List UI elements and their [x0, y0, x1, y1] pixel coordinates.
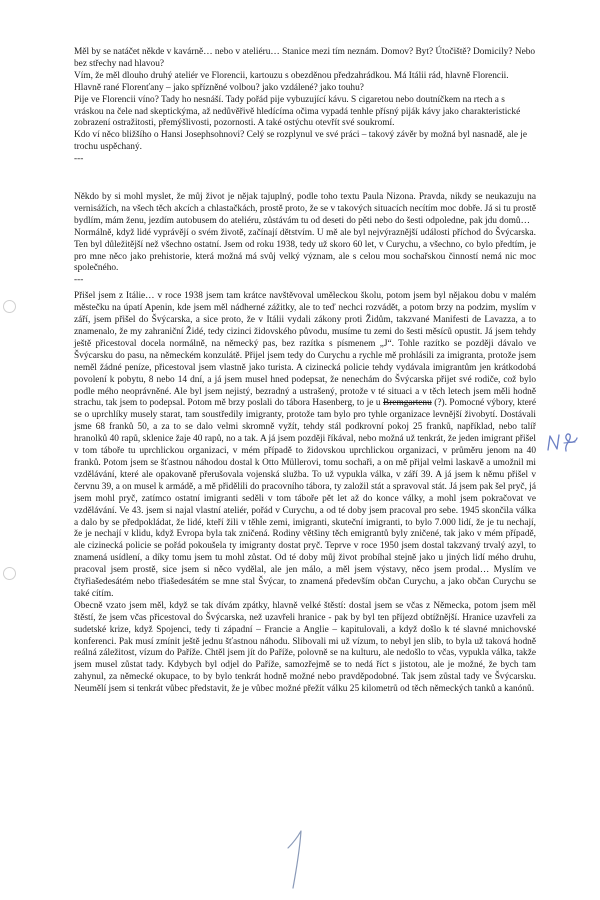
punch-hole	[3, 567, 16, 580]
handwritten-margin-note	[546, 432, 580, 454]
paragraph: Normálně, když lidé vyprávějí o svém životě, začínají dětstvím. U mě ale byl nejvýraznější události příchod do Švýcarska. Ten byl důležitější než všechno ostatní. Jsem od roku 1938, tedy už skoro 60 let, v Curychu, a všechno, co bylo předtím, je pro mne něco jako prehistorie, která možná má svůj velký význam, ale s celou mou sochařskou činností nemá nic moc společného.	[74, 227, 536, 274]
paragraph-narrative	[74, 291, 536, 601]
narrative-text: (?). Pomocné výbory, které se o uprchlíky musely starat, tam soustředily imigranty, protože tam bylo pro tyhle organizace levnější živobytí. Dostávali jsme 68 franků 50, a za to se dalo velmi skromně vyžít, tehdy stál podkrovní pokoj 25 franků, například, nebo talíř hranolků 40 rapů, sklenice žaje 40 rapů, no a tak. A já jsem později říkával, nebo možná už tenkrát, že jeden imigrant přišel v tom táboře tu uprchlickou organizaci, v mém případě to židovskou uprchlickou organizaci, v průměru jenom na 40 franků. Potom jsem se šťastnou náhodou dostal k Otto Müllerovi, tomu sochaři, a on mě přijal velmi laskavě a umožnil mi vzdělávání, které ale opakovaně přerušovala vojenská služba. To už vypukla válka, v září 39. A já jsem k němu přišel v červnu 39, a on musel k armádě, a mě přidělili do pracovního tábora, ty založil stát a spravoval stát. Já jsem pak šel pryč, já jsem mohl pryč, zatímco ostatní imigranti seděli v tom táboře pět let až do konce války, a mohl jsem pokračovat ve vzdělávání. Ve 43. jsem si najal vlastní ateliér, pořád v Curychu, a od té doby jsem pracoval pro sebe. 1945 skončila válka a dalo by se předpokládat, že lidé, kteří žili v těhle zemi, imigranti, skuteční imigranti, to bylo 7.000 lidí, že je tu nechají, že je nechají v klidu, když Evropa byla tak zničená. Rodiny většiny těch emigrantů byly zničené, tak jako v mém případě, ale cizinecká policie se pořád pokoušela ty imigranty dostat pryč. Teprve v roce 1950 jsem dostal takzvaný trvalý azyl, to znamená usídlení, a díky tomu jsem tu mohl zůstat. Od té doby můj život probíhal stejně jako u jiných lidí mého druhu, pracoval jsem prostě, sice jsem si něco vydělal, ale jen málo, a měl jsem výstavy, něco jsem prodal… Myslím ve čtyřiašedesátém nebo třiašedesátém se mne stal Švýcar, to znamená především občan Curychu, a jako občan Curychu se také cítím.	[74, 398, 536, 599]
narrative-text: Přišel jsem z Itálie… v roce 1938 jsem tam krátce navštěvoval uměleckou školu, potom jsem byl nějakou dobu v malém městečku na úpatí Apenin, kde jsem měl nádherné zážitky, ale to teď nechci rozvádět, a potom brzy na podzim, myslím v září, jsem přišel do Švýcarska, a sice proto, že v Itálii vydali zákony proti Židům, takzvané Manifesti de Lavazza, a to znamenalo, že my zahraniční Židé, tedy cizinci židovského původu, musíme tu zemi do šesti měsíců opustit. Já jsem tehdy ještě přicestoval docela normálně, na německý pas, bez razítka s písmenem „J“. Tohle razítko se později dávalo ve Švýcarsku do pasu, na německém konzulátě. Přijel jsem tedy do Curychu a rychle mě prohlásili za imigranta, protože jsem neměl žádné peníze, přicestoval jsem vlastně jako turista. A cizinecká policie tehdy vydávala imigrantům jen krátkodobá povolení k pobytu, 8 nebo 14 dní, a já jsem musel hned podepsat, že nenechám do Švýcarska přijet své rodiče, což bylo podle mého neoprávněné. Ale byl jsem nejistý, bezradný a ustrašený, protože v té situaci a v těch letech jsem měli hodně strachu, tak jsem to podepsal. Potom mě brzy poslali do tábora Hasenberg, to je u	[74, 291, 536, 409]
separator: ---	[74, 154, 84, 165]
paragraph: Někdo by si mohl myslet, že můj život je nějak tajuplný, podle toho textu Paula Nizona. Pravda, nikdy se neukazuju na vernisážích, na všech těch akcích a chlastačkách, prostě proto, že se v takových situacích necítím moc dobře. Já si tu prostě bydlím, mám ženu, jezdím autobusem do ateliéru, zůstávám tu od deseti do pěti nebo do šesti odpoledne, pak jdu domů…	[74, 192, 536, 226]
intro-line: Pije ve Florencii víno? Tady ho nesnáší. Tady pořád pije vybuzující kávu. S cigaretou nebo doutníčkem na rtech a s vráskou na čele nad skeptickýma, až nedůvěřivě hledícíma očima vypadá tenhle přísný piják kávy jako charakteristické zobrazení ostražitosti, přemýšlivosti, pozornosti. A také ostýchu otevřít své soukromí.	[74, 94, 521, 129]
intro-line: Měl by se natáčet někde v kavárně… nebo v ateliéru… Stanice mezi tím neznám. Domov? Byt? Útočiště? Domicily? Nebo bez střechy nad hlavou?	[74, 47, 536, 69]
intro-line: Vím, že měl dlouho druhý ateliér ve Florencii, kartouzu s obezděnou předzahrádkou. Má Itálii rád, hlavně Florencii. Hlavně rané Florenťany – jako spřízněné volbou? jako vzdálené? jako touhu?	[74, 70, 509, 93]
struck-word: Bremgartenu	[383, 398, 432, 409]
handwritten-page-number	[282, 828, 312, 890]
separator: ---	[74, 275, 84, 286]
punch-hole	[3, 300, 16, 313]
intro-line: Kdo ví něco bližšího o Hansi Josephsohnovi? Celý se rozplynul ve své práci – takový závěr by možná byl nasnadě, ale je trochu uspěchaný.	[74, 130, 528, 153]
text-column	[74, 47, 536, 696]
paragraph: Obecně vzato jsem měl, když se tak dívám zpátky, hlavně velké štěstí: dostal jsem se včas z Německa, potom jsem měl štěstí, že jsem včas přicestoval do Švýcarska, než uzavřeli hranice - pak by byl ten příjezd obtížnější. Hranice uzavřeli za sudetské krize, když Spojenci, tedy ti západní – Francie a Anglie – kapitulovali, a když došlo k té slavné mnichovské konferenci. Pak musí zmínit ještě jednu šťastnou náhodu. Slibovali mi už vízum, to nebyl jen slib, to byla už taková hodně reálná záležitost, vízum do Paříže. Chtěl jsem jít do Paříže, polovně se na kulturu, ale nedošlo to včas, vypukla válka, takže jsem musel zůstat tady. Kdybych byl odjel do Paříže, samozřejmě se to nedá říct s jistotou, ale je možné, že bych tam zahynul, za německé okupace, to by bylo tenkrát hodně možné nebo pravděpodobné. Tak jsem zůstal tady ve Švýcarsku. Neumělí jsem si tenkrát vůbec představit, že je vůbec možné přežít válku 25 kilometrů od těch německých tanků a kanónů.	[74, 600, 536, 695]
